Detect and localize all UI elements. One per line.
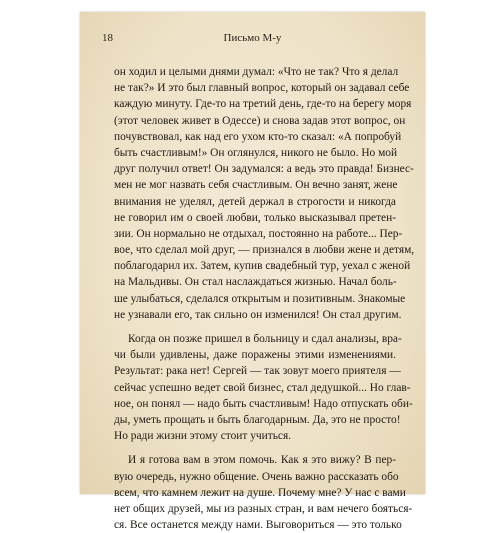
page-header: [80, 32, 425, 46]
text-line: ся. Все останется между нами. Выговориться — это только: [114, 519, 402, 532]
text-line: поблагодарил их. Затем, купив свадебный тур, уехал с женой: [114, 260, 411, 273]
text-line: мен не мог назвать себя счастливым. Он вечно занят, жене: [114, 179, 398, 192]
paragraph: [114, 452, 413, 533]
body-text: [114, 64, 415, 533]
text-line: он ходил и целыми днями думал: «Что не так? Что я делал: [114, 66, 399, 78]
paragraph: [114, 331, 413, 444]
text-line: внимания не уделял, детей держал в строгости и никогда: [114, 195, 396, 208]
text-line: ное, он понял — надо быть счастливым! Надо отпускать оби-: [114, 397, 413, 410]
book-page: [80, 12, 425, 532]
paragraph: [114, 64, 415, 323]
text-line: Когда он позже пришел в больницу и сдал анализы, вра-: [128, 333, 402, 345]
text-line: зии. Он нормально не отдыхал, постоянно на работе... Пер-: [114, 227, 403, 240]
text-line: почувствовал, как над его ухом кто-то сказал: «А попробуй: [114, 130, 402, 143]
text-line: не так?» И это был главный вопрос, который он задавал себе: [114, 82, 410, 95]
text-line: (этот человек живет в Одессе) и снова задав этот вопрос, он: [114, 114, 406, 127]
running-title: Письмо М-у: [223, 32, 282, 44]
text-line: не узнавали его, так сильно он изменился! Он стал другим.: [114, 308, 402, 321]
text-line: ды, уметь прощать и быть благодарным. Да, это не просто!: [114, 413, 401, 426]
text-line: друг получил ответ! Он задумался: а ведь это правда! Бизнес-: [114, 163, 414, 176]
text-line: вое, что сделал мой друг, — признался в любви жене и детям,: [114, 244, 415, 257]
text-line: чи были удивлены, даже поражены этими изменениями.: [114, 349, 396, 362]
text-line: И я готова вам в этом помочь. Как я это вижу? В пер-: [128, 454, 396, 467]
text-line: Результат: рака нет! Сергей — так зовут моего приятеля —: [114, 365, 401, 378]
page-number: 18: [102, 32, 113, 44]
text-line: сейчас успешно ведет свой бизнес, стал дедушкой... Но глав-: [114, 381, 411, 394]
text-line: всем, что камнем лежит на душе. Почему мне? У нас с вами: [114, 486, 406, 499]
text-line: на Мальдивы. Он стал наслаждаться жизнью. Начал боль-: [114, 276, 397, 289]
text-line: нет общих друзей, мы из разных стран, и вам нечего бояться-: [114, 502, 413, 515]
text-line: вую очередь, нужно общение. Очень важно рассказать обо: [114, 470, 399, 483]
text-line: каждую минуту. Где-то на третий день, где-то на берегу моря: [114, 98, 412, 111]
text-line: ше улыбаться, сделался открытым и позитивным. Знакомые: [114, 292, 406, 305]
text-line: не говорил им о своей любви, только высказывал претен-: [114, 211, 396, 224]
text-line: быть счастливым!» Он оглянулся, никого не было. Но мой: [114, 146, 398, 159]
text-line: Но ради жизни этому стоит учиться.: [114, 430, 292, 443]
